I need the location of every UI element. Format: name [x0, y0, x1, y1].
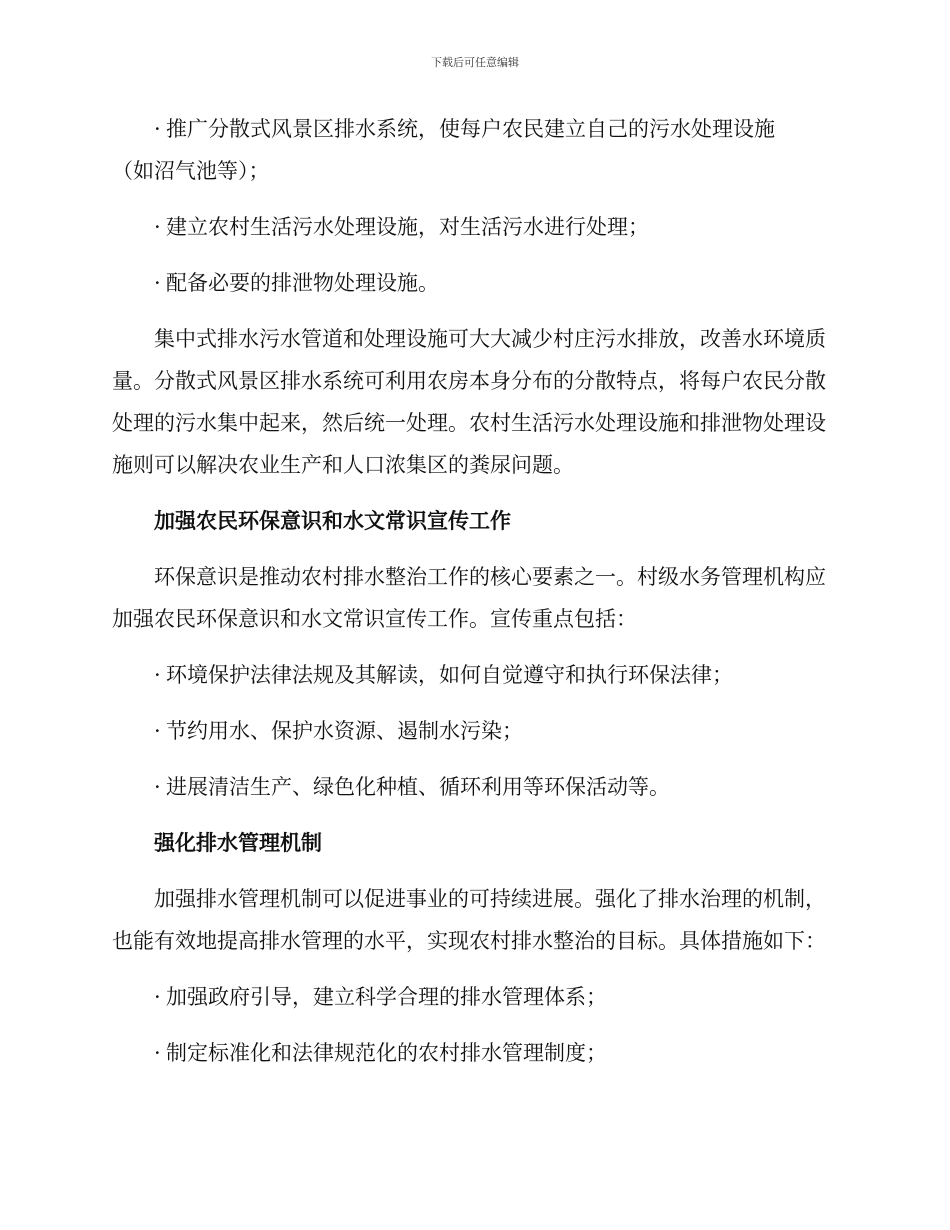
bullet-dot: ·: [154, 215, 161, 239]
bullet-dot: ·: [154, 719, 161, 743]
bullet-item: [112, 262, 832, 304]
bullet-continuation: （如沼气池等）；: [112, 159, 270, 183]
bullet-item: [112, 654, 832, 696]
bullet-dot: ·: [154, 1041, 161, 1065]
section-heading: 强化排水管理机制: [154, 830, 322, 855]
document-body: [112, 108, 832, 1074]
bullet-dot: ·: [154, 985, 161, 1009]
bullet-text: 进展清洁生产、绿色化种植、循环利用等环保活动等。: [166, 775, 670, 799]
bullet-text: 推广分散式风景区排水系统，使每户农民建立自己的污水处理设施: [166, 117, 775, 141]
paragraph: 环保意识是推动农村排水整治工作的核心要素之一。村级水务管理机构应加强农民环保意识和水文常识宣传工作。宣传重点包括：: [112, 565, 826, 631]
bullet-text: 配备必要的排泄物处理设施。: [166, 271, 439, 295]
section-heading: 加强农民环保意识和水文常识宣传工作: [154, 508, 511, 533]
bullet-item: [112, 1032, 832, 1074]
bullet-text: 环境保护法律法规及其解读，如何自觉遵守和执行环保法律；: [166, 663, 733, 687]
paragraph: 加强排水管理机制可以促进事业的可持续进展。强化了排水治理的机制，也能有效地提高排水管理的水平，实现农村排水整治的目标。具体措施如下：: [112, 887, 826, 953]
bullet-item: [112, 108, 832, 150]
bullet-item: [112, 206, 832, 248]
bullet-item: [112, 976, 832, 1018]
bullet-text: 建立农村生活污水处理设施，对生活污水进行处理；: [166, 215, 649, 239]
bullet-item: [112, 766, 832, 808]
page-header: 下载后可任意编辑: [431, 56, 519, 69]
bullet-text: 节约用水、保护水资源、遏制水污染；: [166, 719, 523, 743]
bullet-dot: ·: [154, 775, 161, 799]
bullet-dot: ·: [154, 117, 161, 141]
bullet-text: 加强政府引导，建立科学合理的排水管理体系；: [166, 985, 607, 1009]
paragraph: 集中式排水污水管道和处理设施可大大减少村庄污水排放，改善水环境质量。分散式风景区排水系统可利用农房本身分布的分散特点，将每户农民分散处理的污水集中起来，然后统一处理。农村生活污水处理设施和排泄物处理设施则可以解决农业生产和人口浓集区的粪尿问题。: [112, 327, 826, 477]
bullet-item: [112, 710, 832, 752]
bullet-dot: ·: [154, 663, 161, 687]
bullet-text: 制定标准化和法律规范化的农村排水管理制度；: [166, 1041, 607, 1065]
bullet-dot: ·: [154, 271, 161, 295]
